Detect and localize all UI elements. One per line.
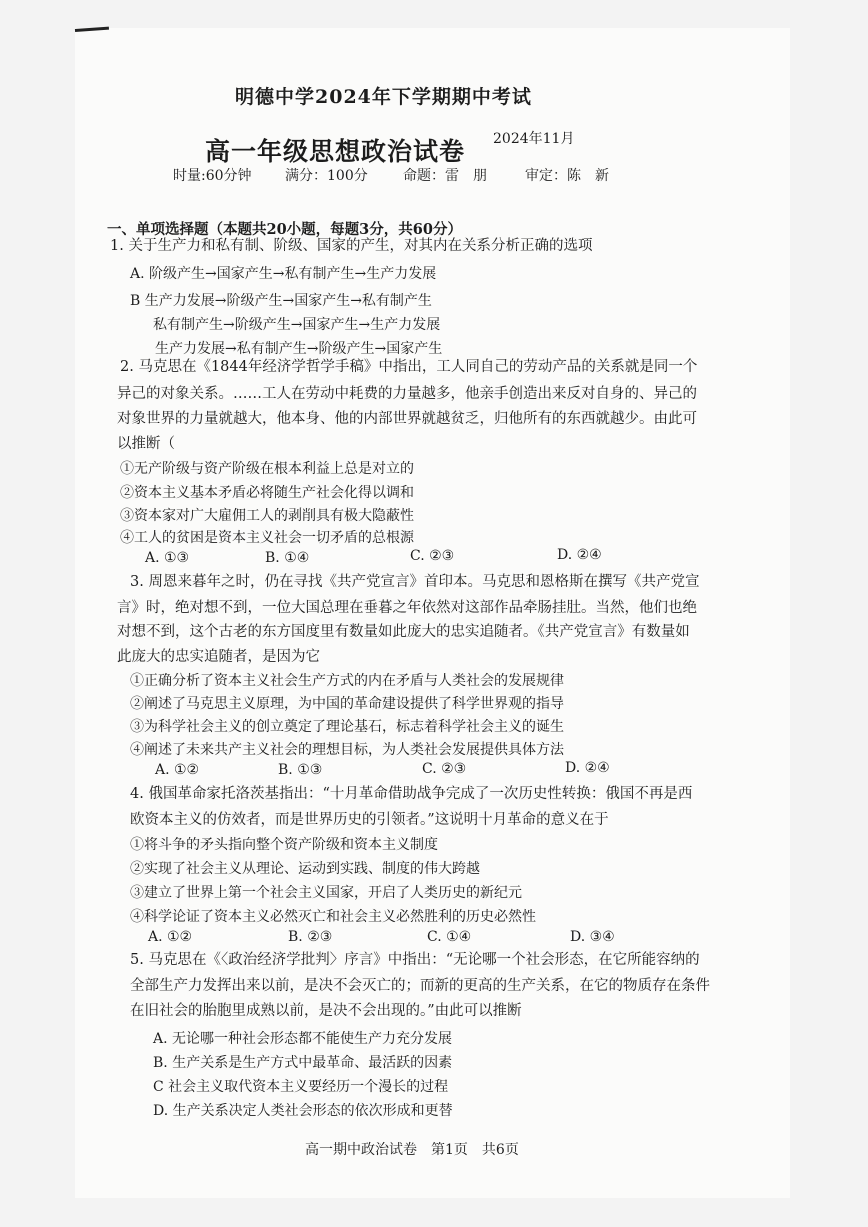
q4-statement-1: ①将斗争的矛头指向整个资产阶级和资本主义制度: [130, 837, 438, 853]
q3-statement-4: ④阐述了未来共产主义社会的理想目标，为人类社会发展提供具体方法: [130, 742, 564, 758]
q4-statement-2: ②实现了社会主义从理论、运动到实践、制度的伟大跨越: [130, 861, 480, 877]
question-4-line-2: 欧资本主义的仿效者，而是世界历史的引领者。”这说明十月革命的意义在于: [130, 812, 609, 828]
question-3-line-4: 此庞大的忠实追随者，是因为它: [117, 649, 320, 665]
paper-title: 高一年级思想政治试卷: [205, 137, 466, 166]
q3-statement-3: ③为科学社会主义的创立奠定了理论基石，标志着科学社会主义的诞生: [130, 719, 564, 735]
school-exam-title: 明德中学2024年下学期期中考试: [235, 86, 532, 108]
question-5-line-2: 全部生产力发挥出来以前，是决不会灭亡的；而新的更高的生产关系，在它的物质存在条件: [130, 978, 710, 994]
q5-option-b: B. 生产关系是生产方式中最革命、最活跃的因素: [153, 1055, 453, 1071]
q2-option-b: B. ①④: [265, 550, 310, 566]
q3-option-b: B. ①③: [278, 762, 323, 778]
reviewer: 审定：陈 新: [525, 168, 609, 184]
q2-option-c: C. ②③: [410, 548, 455, 564]
q2-statement-1: ①无产阶级与资产阶级在根本利益上总是对立的: [120, 461, 414, 477]
q2-option-a: A. ①③: [145, 550, 190, 566]
q2-statement-4: ④工人的贫困是资本主义社会一切矛盾的总根源: [120, 530, 414, 546]
paper-date: 2024年11月: [493, 131, 575, 147]
q4-statement-4: ④科学论证了资本主义必然灭亡和社会主义必然胜利的历史必然性: [130, 909, 536, 925]
q1-option-d: 生产力发展→私有制产生→阶级产生→国家产生: [155, 341, 443, 357]
q5-option-c: C 社会主义取代资本主义要经历一个漫长的过程: [153, 1079, 449, 1095]
section-heading: 一、单项选择题（本题共20小题，每题3分，共60分）: [107, 221, 462, 238]
question-3-line-1: 3. 周恩来暮年之时，仍在寻找《共产党宣言》首印本。马克思和恩格斯在撰写《共产党宣: [130, 574, 700, 590]
q2-option-d: D. ②④: [557, 547, 602, 563]
q3-statement-1: ①正确分析了资本主义社会生产方式的内在矛盾与人类社会的发展规律: [130, 673, 564, 689]
q5-option-d: D. 生产关系决定人类社会形态的依次形成和更替: [153, 1103, 453, 1119]
q1-option-a: A. 阶级产生→国家产生→私有制产生→生产力发展: [130, 266, 437, 282]
question-4-line-1: 4. 俄国革命家托洛茨基指出：“十月革命借助战争完成了一次历史性转换：俄国不再是西: [130, 786, 693, 802]
q4-option-d: D. ③④: [570, 929, 615, 945]
question-5-line-3: 在旧社会的胎胞里成熟以前，是决不会出现的。”由此可以推断: [130, 1003, 522, 1019]
question-2-line-4: 以推断（: [117, 436, 175, 452]
question-2-line-1: 2. 马克思在《1844年经济学哲学手稿》中指出，工人同自己的劳动产品的关系就是同一个: [120, 359, 698, 375]
question-1-stem: 1. 关于生产力和私有制、阶级、国家的产生，对其内在关系分析正确的选项: [110, 238, 593, 254]
q3-option-c: C. ②③: [422, 761, 467, 777]
question-3-line-2: 言》时，绝对想不到，一位大国总理在垂暮之年依然对这部作品牵肠挂肚。当然，他们也绝: [117, 600, 697, 616]
q2-statement-2: ②资本主义基本矛盾必将随生产社会化得以调和: [120, 485, 414, 501]
question-3-line-3: 对想不到，这个古老的东方国度里有数量如此庞大的忠实追随者。《共产党宣言》有数量如: [117, 624, 690, 640]
question-5-line-1: 5. 马克思在《〈政治经济学批判〉序言》中指出：“无论哪一个社会形态，在它所能容纳的: [130, 952, 700, 968]
page-footer: 高一期中政治试卷 第1页 共6页: [305, 1142, 519, 1158]
q3-option-a: A. ①②: [155, 762, 200, 778]
q4-option-a: A. ①②: [148, 929, 193, 945]
q2-statement-3: ③资本家对广大雇佣工人的剥削具有极大隐蔽性: [120, 508, 414, 524]
q4-option-c: C. ①④: [427, 929, 472, 945]
setter: 命题：雷 朋: [403, 168, 487, 184]
q5-option-a: A. 无论哪一种社会形态都不能使生产力充分发展: [153, 1031, 453, 1047]
full-score: 满分：100分: [285, 168, 368, 184]
q3-option-d: D. ②④: [565, 760, 610, 776]
question-2-line-2: 异己的对象关系。……工人在劳动中耗费的力量越多，他亲手创造出来反对自身的、异己的: [117, 386, 697, 402]
time-limit: 时量:60分钟: [173, 168, 252, 184]
q3-statement-2: ②阐述了马克思主义原理，为中国的革命建设提供了科学世界观的指导: [130, 696, 564, 712]
q1-option-b: B 生产力发展→阶级产生→国家产生→私有制产生: [130, 293, 432, 309]
q4-statement-3: ③建立了世界上第一个社会主义国家，开启了人类历史的新纪元: [130, 885, 522, 901]
q4-option-b: B. ②③: [288, 929, 333, 945]
q1-option-c: 私有制产生→阶级产生→国家产生→生产力发展: [153, 317, 441, 333]
question-2-line-3: 对象世界的力量就越大，他本身、他的内部世界就越贫乏，归他所有的东西就越少。由此可: [117, 411, 697, 427]
